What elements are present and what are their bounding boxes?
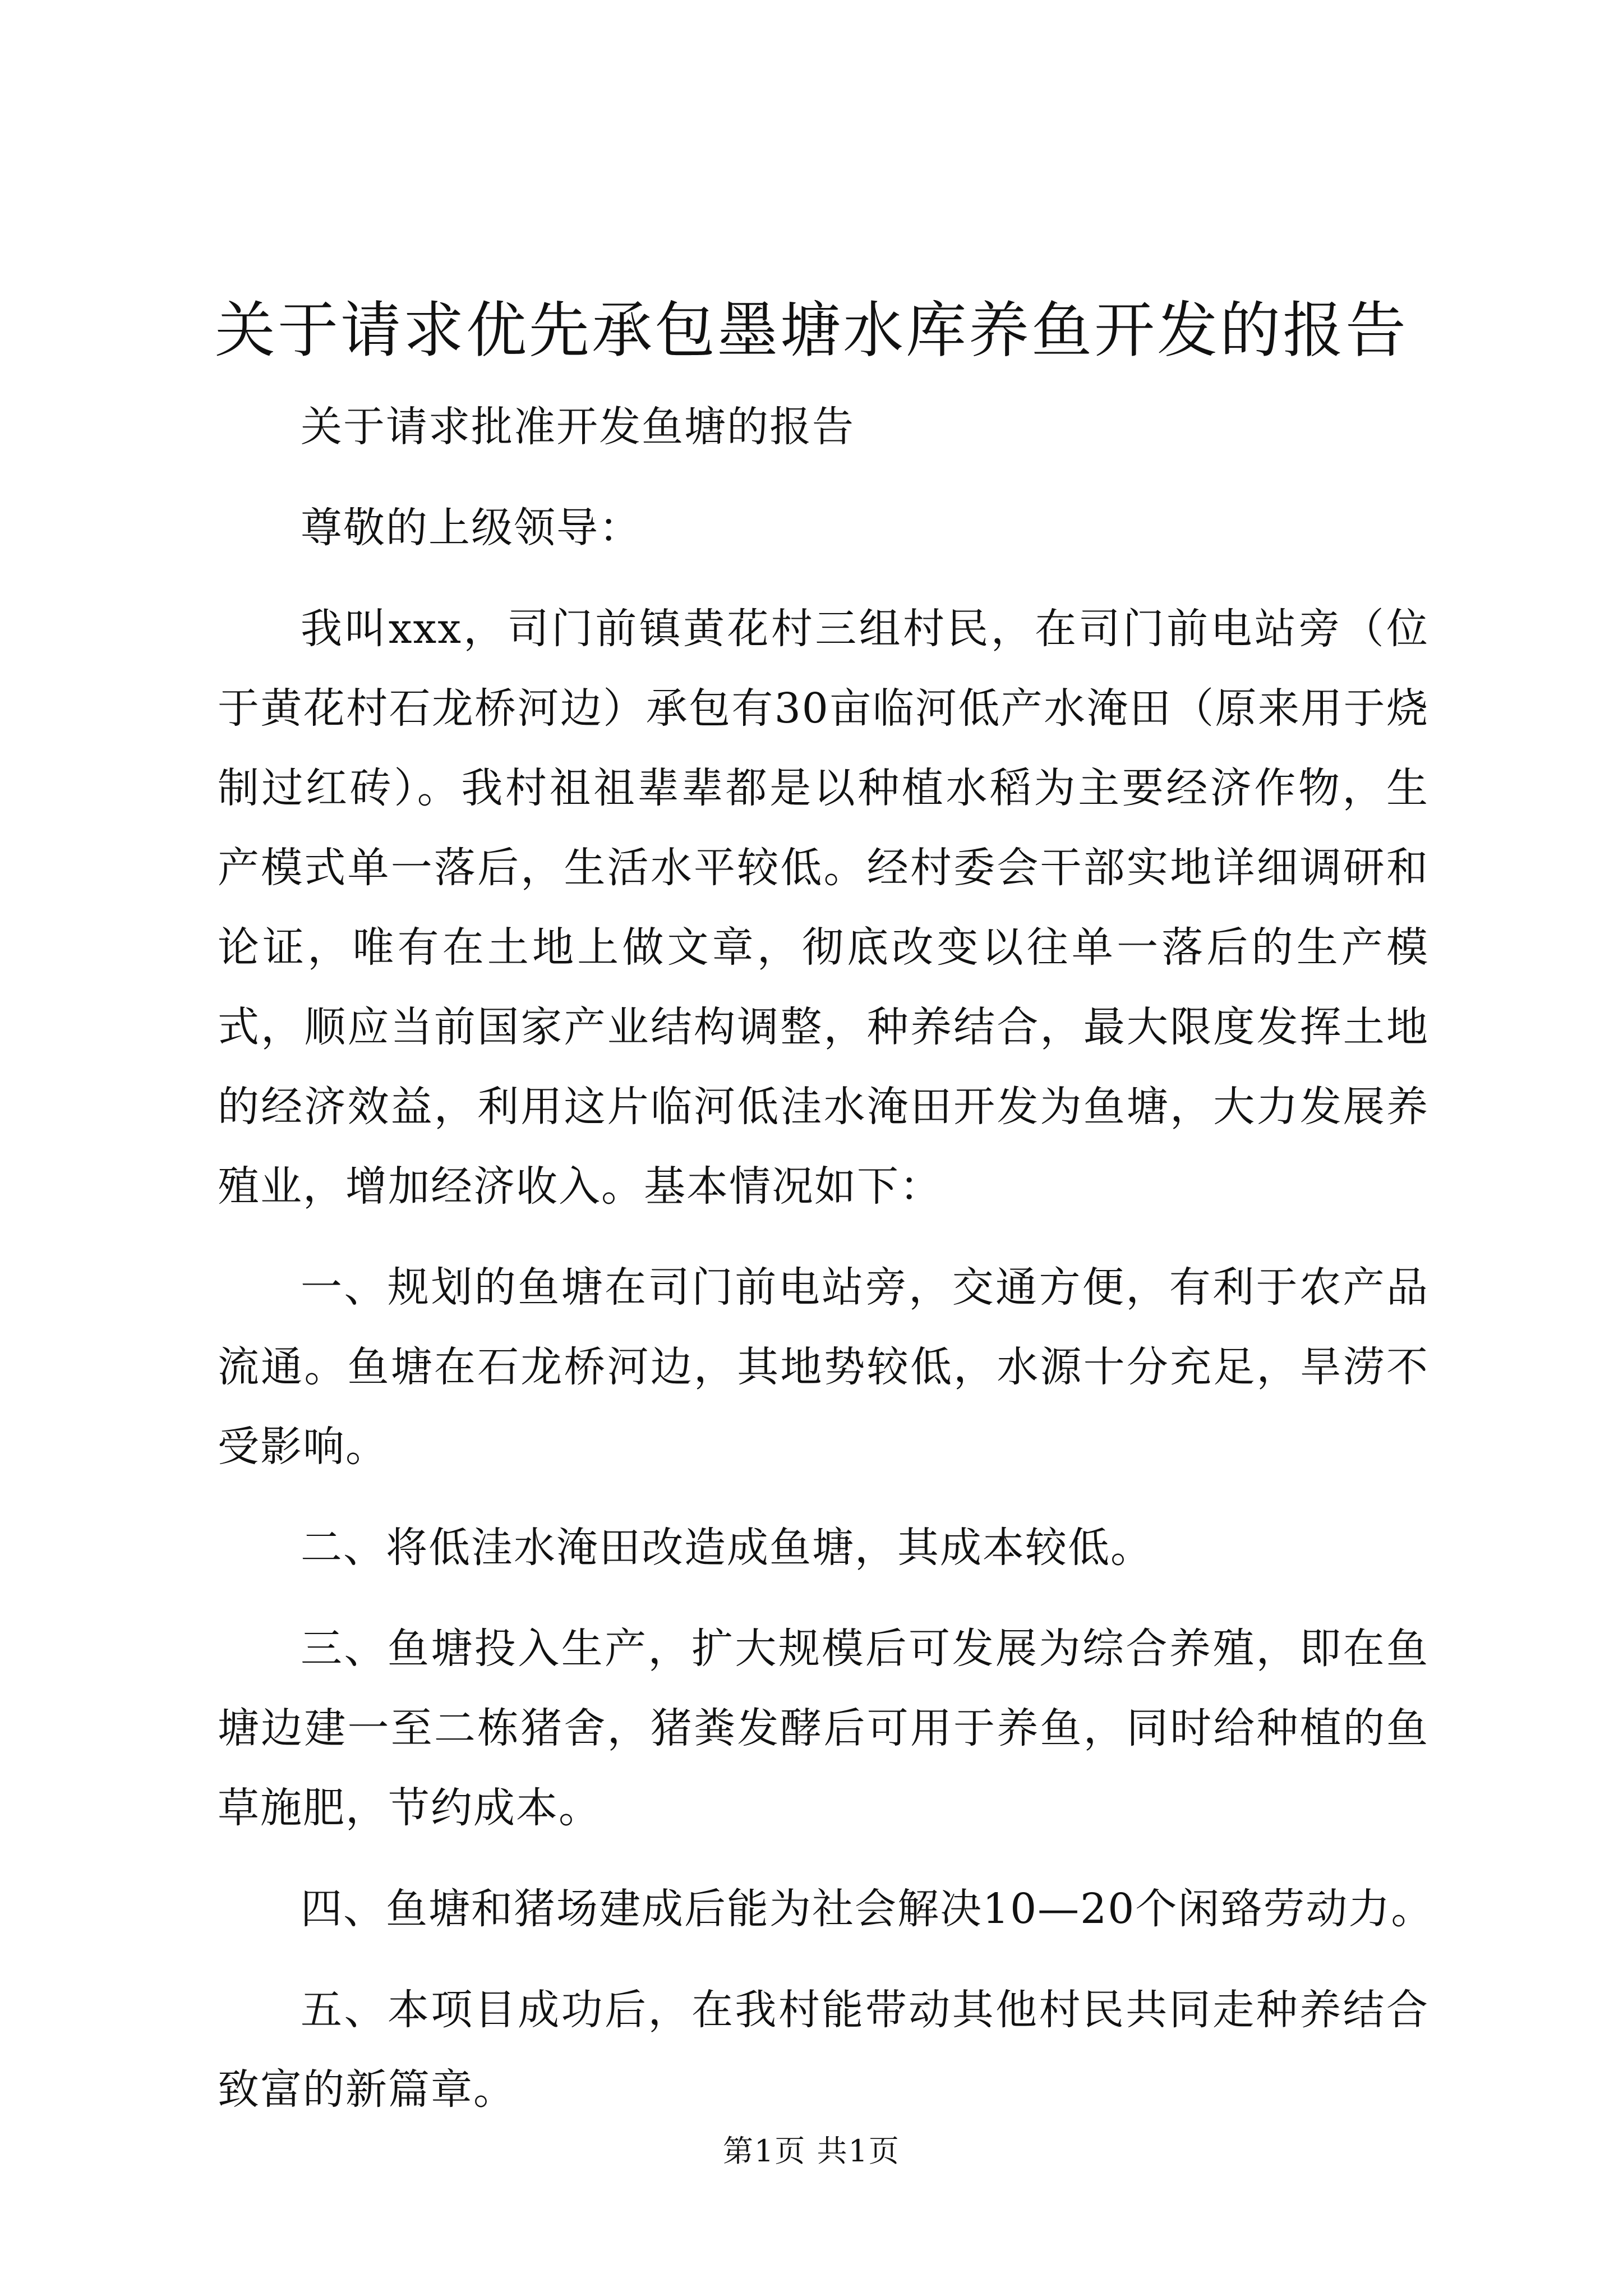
subtitle-paragraph: 关于请求批准开发鱼塘的报告 [301, 403, 855, 451]
document-title: 关于请求优先承包墨塘水库养鱼开发的报告 [214, 296, 1408, 366]
salutation-paragraph: 尊敬的上级领导： [301, 504, 642, 552]
document-body [218, 387, 1434, 2151]
point-one-paragraph: 一、规划的鱼塘在司门前电站旁，交通方便，有利于农产品流通。鱼塘在石龙桥河边，其地势较低，水源十分充足，旱涝不受影响。 [218, 1263, 1429, 1471]
point-three-paragraph: 三、鱼塘投入生产，扩大规模后可发展为综合养殖，即在鱼塘边建一至二栋猪舍，猪粪发酵后可用于养鱼，同时给种植的鱼草施肥，节约成本。 [218, 1625, 1429, 1832]
point-two-paragraph: 二、将低洼水淹田改造成鱼塘，其成本较低。 [301, 1524, 1153, 1572]
point-five-paragraph: 五、本项目成功后，在我村能带动其他村民共同走种养结合致富的新篇章。 [218, 1986, 1429, 2114]
intro-paragraph: 我叫xxx，司门前镇黄花村三组村民，在司门前电站旁（位于黄花村石龙桥河边）承包有30亩临河低产水淹田（原来用于烧制过红砖）。我村祖祖辈辈都是以种植水稻为主要经济作物，生产模式单一落后，生活水平较低。经村委会干部实地详细调研和论证，唯有在土地上做文章，彻底改变以往单一落后的生产模式，顺应当前国家产业结构调整，种养结合，最大限度发挥土地的经济效益，利用这片临河低洼水淹田开发为鱼塘，大力发展养殖业，增加经济收入。基本情况如下： [218, 605, 1429, 1211]
point-four-paragraph: 四、鱼塘和猪场建成后能为社会解决10—20个闲臵劳动力。 [301, 1885, 1434, 1933]
page-number-footer: 第1页 共1页 [723, 2133, 900, 2169]
